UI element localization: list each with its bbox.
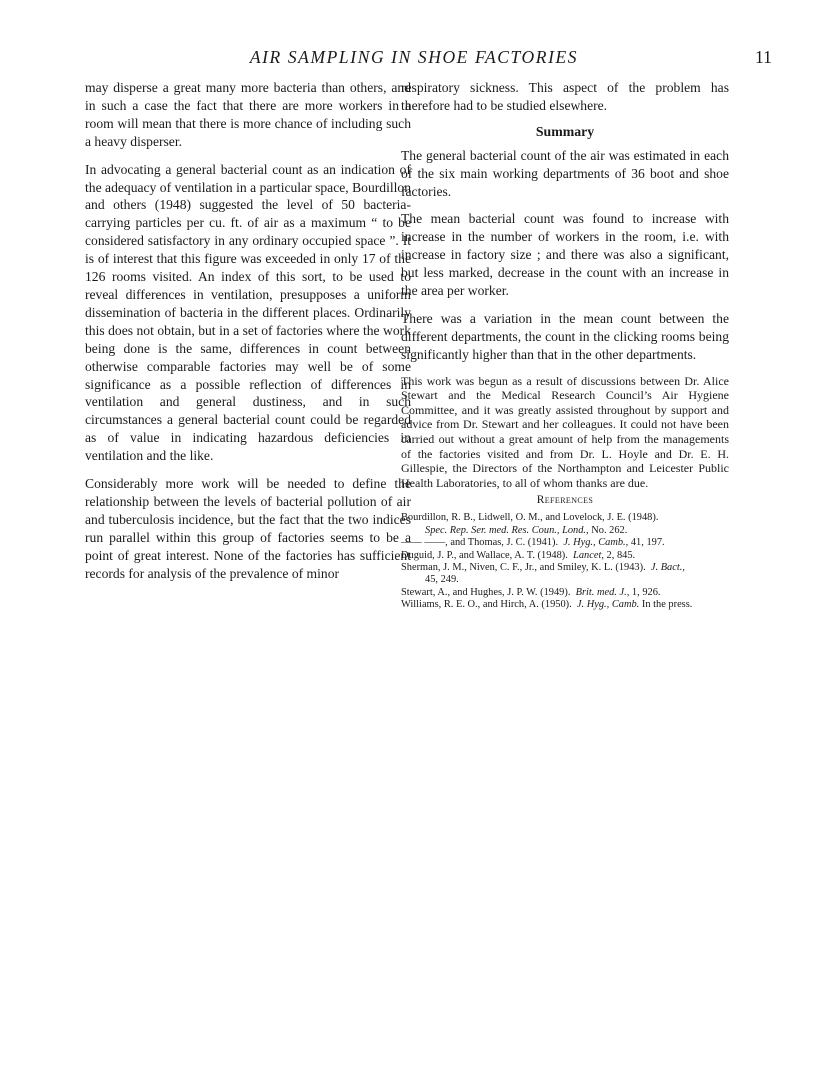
reference-source: J. Bact., [650,561,685,573]
reference-source: Brit. med. J., [575,586,630,598]
reference-source: Spec. Rep. Ser. med. Res. Coun., Lond., [425,524,589,536]
body-paragraph: In advocating a general bacterial count as an indication of the adequacy of ventilation in a particular space, Bourdillon and others (1948) suggested the level of 50 bacteria-carrying particles per cu. ft. of air as a maximum “ to be considered satisfactory in any ordinary occupied space ”. It is of interest that this figure was exceeded in only 17 of the 126 rooms visited. An index of this sort, to be used to reveal differences in ventilation, presupposes a uniform dissemination of bacteria in the different places. Ordinarily this does not obtain, but in a set of factories where the work being done is the same, differences in count between otherwise comparable factories may well be of some significance as a possible reflection of differences in ventilation and general dustiness, and in such circumstances a general bacterial count could be regarded as of value in indicating hazardous deficiencies in ventilation and the like. [85,161,411,464]
page-header [0,47,816,71]
page-number: 11 [755,47,772,67]
reference-authors: Sherman, J. M., Niven, C. F., Jr., and Smiley, K. L. (1943). [401,561,646,573]
reference-detail: 2, 845. [606,549,636,561]
reference-authors: Duguid, J. P., and Wallace, A. T. (1948). [401,549,568,561]
reference-item [401,599,729,611]
running-title: AIR SAMPLING IN SHOE FACTORIES [249,47,579,67]
summary-paragraph: The general bacterial count of the air was estimated in each of the six main working departments of 36 boot and shoe factories. [401,147,729,199]
reference-authors: Stewart, A., and Hughes, J. P. W. (1949). [401,586,571,598]
reference-authors: Williams, R. E. O., and Hirch, A. (1950). [401,599,572,611]
reference-authors: Bourdillon, R. B., Lidwell, O. M., and Lovelock, J. E. (1948). [401,512,659,524]
reference-detail: No. 262. [591,524,628,536]
right-column [401,79,729,612]
reference-detail: In the press. [641,599,693,611]
reference-item [401,587,729,599]
reference-item [401,562,729,587]
acknowledgement: This work was begun as a result of discussions between Dr. Alice Stewart and the Medical Research Council’s Air Hygiene Committee, and it was greatly assisted throughout by support and advice from Dr. Stewart and her colleagues. It could not have been carried out without a great amount of help from the managements of the factories visited and from Dr. L. Hoyle and Dr. E. H. Gillespie, the Directors of the Northampton and Leicester Public Health Laboratories, to all of whom thanks are due. [401,373,729,490]
reference-detail: 45, 249. [425,574,459,586]
references-heading: References [536,494,594,507]
body-paragraph: Considerably more work will be needed to define the relationship between the levels of bacterial pollution of air and tuberculosis incidence, but the fact that the two indices run parallel within this group of factories seems to be a point of great interest. None of the factories has sufficient records for analysis of the prevalence of minor [85,476,411,581]
reference-source: Lancet, [573,549,604,561]
reference-detail: 41, 197. [630,537,665,549]
reference-item [401,550,729,562]
reference-authors: —— ——, and Thomas, J. C. (1941). [401,537,559,549]
reference-source: J. Hyg., Camb. [576,599,640,611]
left-column [85,79,411,582]
reference-item [401,512,729,537]
reference-detail: 1, 926. [631,586,661,598]
summary-heading: Summary [535,123,595,139]
body-paragraph: respiratory sickness. This aspect of the problem has therefore had to be studied elsewhere. [401,80,729,113]
reference-source: J. Hyg., Camb., [563,537,629,549]
summary-paragraph: There was a variation in the mean count between the different departments, the count in the clicking rooms being significantly higher than that in the other departments. [401,310,729,362]
summary-paragraph: The mean bacterial count was found to increase with increase in the number of workers in the room, i.e. with increase in factory size ; and there was also a significant, but less marked, decrease in the count with an increase in the area per worker. [401,211,729,299]
body-paragraph: may disperse a great many more bacteria than others, and in such a case the fact that there are more workers in a room will mean that there is more chance of including such a heavy disperser. [85,80,411,149]
reference-item [401,537,729,549]
